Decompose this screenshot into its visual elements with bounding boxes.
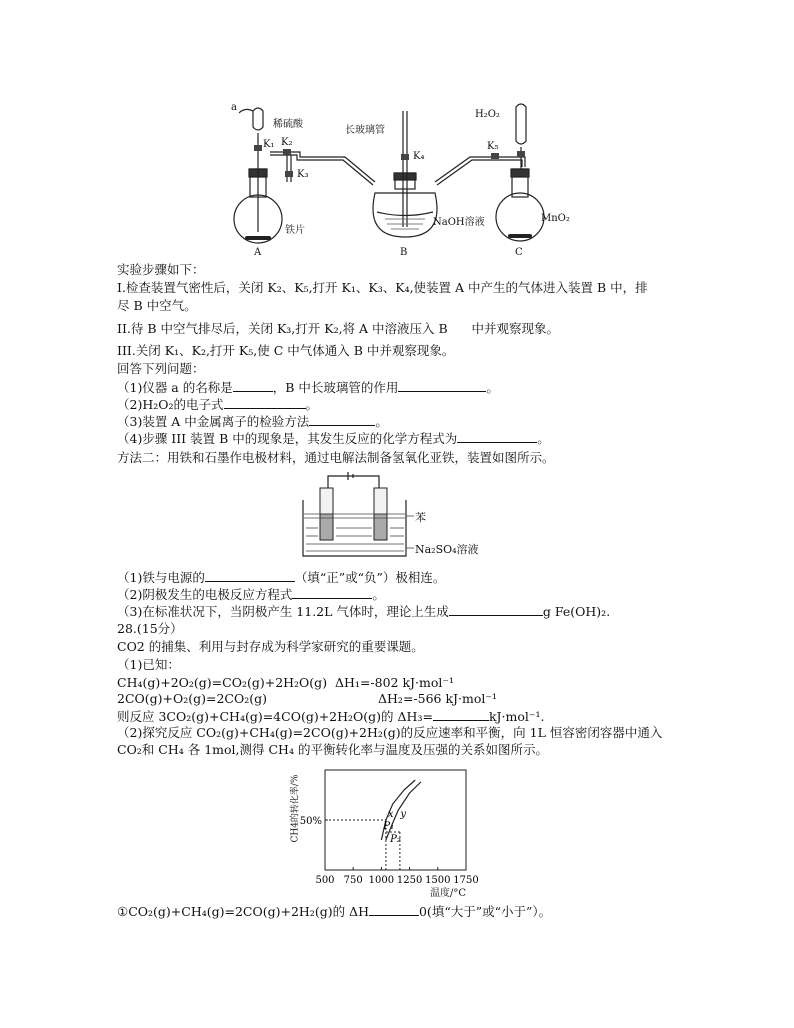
x-tick-label: 1250 bbox=[396, 875, 423, 886]
step-2: II.待 B 中空气排尽后，关闭 K₃,打开 K₂,将 A 中溶液压入 B 中并观察现象。 bbox=[117, 321, 560, 336]
q28-intro: CO2 的捕集、利用与封存成为科学家研究的重要课题。 bbox=[117, 639, 424, 654]
label-k2: K₂ bbox=[281, 137, 293, 148]
q1-text-a: （1)仪器 a 的名称是 bbox=[117, 380, 233, 395]
q28-title: 28.(15分） bbox=[117, 621, 183, 636]
label-na2so4: Na₂SO₄溶液 bbox=[415, 543, 479, 556]
label-k1: K₁ bbox=[263, 139, 275, 150]
chart-annotation: y bbox=[400, 809, 406, 820]
m2q2-text-a: （2)阴极发生的电极反应方程式 bbox=[117, 587, 293, 602]
conversion-chart bbox=[290, 762, 490, 898]
steps-heading: 实验步骤如下： bbox=[117, 262, 205, 277]
m2q1-text-b: （填“正”或“负”）极相连。 bbox=[294, 570, 446, 585]
last-text-b: 0(填“大于”或“小于”）。 bbox=[418, 904, 552, 919]
last-text-a: ①CO₂(g)+CH₄(g)=2CO(g)+2H₂(g)的 ΔH bbox=[117, 904, 369, 919]
m2q1-blank[interactable] bbox=[205, 569, 295, 582]
q28-eq3 bbox=[117, 708, 544, 725]
label-k3: K₃ bbox=[297, 169, 309, 180]
step-3: III.关闭 K₁、K₂,打开 K₅,使 C 中气体通入 B 中并观察现象。 bbox=[117, 343, 455, 358]
step-1-line-1: I.检查装置气密性后，关闭 K₂、K₅,打开 K₁、K₃、K₄,使装置 A 中产生的气体进入装置 B 中，排 bbox=[117, 280, 648, 295]
x-tick-label: 750 bbox=[343, 875, 363, 886]
label-mno2: MnO₂ bbox=[541, 213, 570, 224]
m2q3-text-a: （3)在标准状况下，当阴极产生 11.2L 气体时，理论上生成 bbox=[117, 604, 449, 619]
label-dilute-acid: 稀硫酸 bbox=[273, 119, 303, 130]
apparatus-figure bbox=[225, 97, 570, 260]
label-k4: K₄ bbox=[413, 151, 425, 162]
step-1-line-2: 尽 B 中空气。 bbox=[117, 298, 197, 313]
last-blank[interactable] bbox=[369, 903, 419, 916]
m2q1-text-a: （1)铁与电源的 bbox=[117, 570, 205, 585]
q2-text-a: （2)H₂O₂的电子式 bbox=[117, 397, 224, 412]
q28-dh1: ΔH₁=-802 kJ·mol⁻¹ bbox=[335, 675, 455, 690]
q1-text-b: ，B 中长玻璃管的作用 bbox=[272, 380, 399, 395]
q4-text-b: 。 bbox=[537, 431, 550, 446]
q2-text-b: 。 bbox=[305, 397, 319, 412]
m2q3-blank[interactable] bbox=[449, 603, 543, 616]
q4-text-a: （4)步骤 III 装置 B 中的现象是，其发生反应的化学方程式为 bbox=[117, 431, 458, 446]
questions-heading: 回答下列问题： bbox=[117, 361, 205, 376]
q1-blank-1[interactable] bbox=[233, 379, 273, 392]
question-2 bbox=[117, 396, 318, 413]
q3-text-b: 。 bbox=[375, 414, 388, 429]
q28-eq2: 2CO(g)+O₂(g)=2CO₂(g) bbox=[117, 691, 268, 706]
m2q2-text-b: 。 bbox=[372, 587, 385, 602]
label-benzene: 苯 bbox=[415, 511, 426, 524]
label-C: C bbox=[515, 247, 523, 258]
eq3-text-a: 则反应 3CO₂(g)+CH₄(g)=4CO(g)+2H₂O(g)的 ΔH₃= bbox=[117, 709, 433, 724]
label-naoh: NaOH溶液 bbox=[433, 217, 485, 228]
chart-xlabel: 温度/°C bbox=[430, 888, 467, 899]
x-tick-label: 1500 bbox=[425, 875, 451, 886]
q3-blank[interactable] bbox=[309, 413, 375, 426]
eq3-blank[interactable] bbox=[433, 708, 489, 721]
y-tick-label: 50% bbox=[299, 816, 322, 827]
q28-dh2: ΔH₂=-566 kJ·mol⁻¹ bbox=[378, 691, 498, 706]
question-3 bbox=[117, 413, 388, 430]
q28-part2-line-2: CO₂和 CH₄ 各 1mol,测得 CH₄ 的平衡转化率与温度及压强的关系如图所示。 bbox=[117, 742, 548, 757]
electrolysis-figure bbox=[300, 470, 500, 562]
label-B: B bbox=[400, 247, 408, 258]
x-tick-label: 500 bbox=[315, 875, 335, 886]
m2q3-text-b: g Fe(OH)₂. bbox=[542, 604, 611, 619]
question-4 bbox=[117, 430, 550, 447]
q1-blank-2[interactable] bbox=[398, 379, 486, 392]
q28-part2-line-1: （2)探究反应 CO₂(g)+CH₄(g)=2CO(g)+2H₂(g)的反应速率和平衡，向 1L 恒容密闭容器中通入 bbox=[117, 725, 663, 740]
q1-text-c: 。 bbox=[486, 380, 499, 395]
q3-text-a: （3)装置 A 中金属离子的检验方法 bbox=[117, 414, 310, 429]
question-1 bbox=[117, 379, 499, 396]
m2-question-2 bbox=[117, 586, 385, 603]
chart-annotation: P₁ bbox=[383, 821, 395, 832]
chart-annotation: P₂ bbox=[390, 834, 401, 845]
chart-annotation: x bbox=[387, 809, 394, 820]
label-long-tube: 长玻璃管 bbox=[345, 125, 385, 136]
label-h2o2: H₂O₂ bbox=[475, 109, 500, 120]
label-A: A bbox=[254, 247, 262, 258]
label-a: a bbox=[231, 102, 237, 113]
x-tick-label: 1000 bbox=[368, 875, 395, 886]
m2-question-3 bbox=[117, 603, 610, 620]
q28-eq1: CH₄(g)+2O₂(g)=CO₂(g)+2H₂O(g) bbox=[117, 675, 328, 690]
method2-intro: 方法二：用铁和石墨作电极材料，通过电解法制备氢氧化亚铁，装置如图所示。 bbox=[117, 450, 555, 465]
q28-part1: （1)已知： bbox=[117, 657, 180, 672]
label-k5: K₅ bbox=[487, 141, 499, 152]
x-tick-label: 1750 bbox=[453, 875, 479, 886]
chart-ylabel: CH4的转化率/% bbox=[290, 774, 301, 843]
q4-blank[interactable] bbox=[457, 430, 537, 443]
conversion-chart-svg bbox=[290, 762, 490, 898]
q2-blank[interactable] bbox=[224, 396, 306, 409]
eq3-text-b: kJ·mol⁻¹. bbox=[488, 709, 545, 724]
m2q2-blank[interactable] bbox=[292, 586, 372, 599]
q28-last-question bbox=[117, 903, 551, 920]
m2-question-1 bbox=[117, 569, 445, 586]
label-iron: 铁片 bbox=[285, 225, 305, 236]
